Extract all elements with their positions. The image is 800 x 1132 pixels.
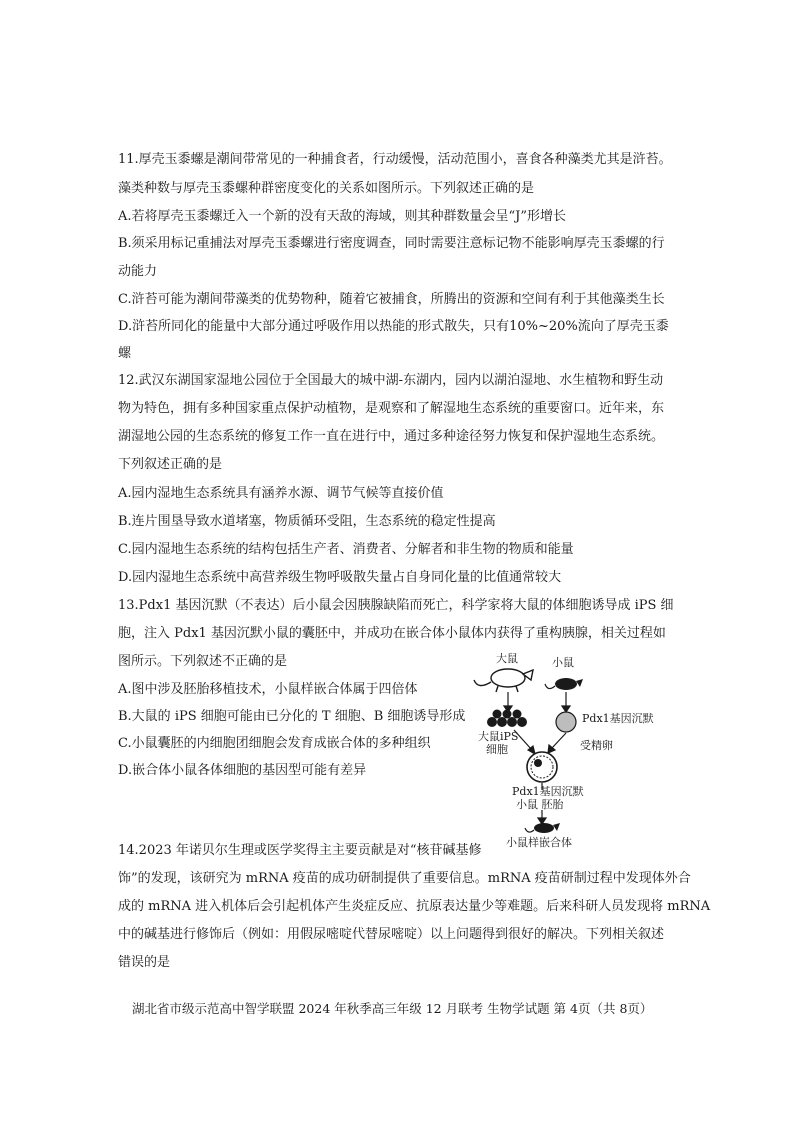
q13-stem-line2: 胞，注入 Pdx1 基因沉默小鼠的囊胚中，并成功在嵌合体小鼠体内获得了重构胰腺，相关过程如 <box>118 626 666 641</box>
chimera-mouse-icon <box>525 823 560 833</box>
q13-option-d: D.嵌合体小鼠各体细胞的基因型可能有差异 <box>118 763 367 778</box>
ips-label-line1: 大鼠iPS <box>478 730 519 743</box>
q11-option-d-line1: D.浒苔所同化的能量中大部分通过呼吸作用以热能的形式散失，只有10%~20%流向了厚壳玉黍 <box>118 319 669 334</box>
q12-stem-line3: 湖湿地公园的生态系统的修复工作一直在进行中，通过多种途径努力恢复和保护湿地生态系统。 <box>118 429 665 444</box>
q13-option-c: C.小鼠囊胚的内细胞团细胞会发育成嵌合体的多种组织 <box>118 736 431 751</box>
chimera-label: 小鼠样嵌合体 <box>506 836 572 849</box>
q14-stem-line4: 中的碱基进行修饰后（例如：用假尿嘧啶代替尿嘧啶）以上问题得到很好的解决。下列相关叙述 <box>118 927 665 942</box>
embryo-label-line1: Pdx1基因沉默 <box>512 785 584 798</box>
page-footer: 湖北省市级示范高中智学联盟 2024 年秋季高三年级 12 月联考 生物学试题 第 4页（共 8页） <box>132 1001 653 1016</box>
pdx1-silence-label: Pdx1基因沉默 <box>582 712 654 725</box>
q13-option-b: B.大鼠的 iPS 细胞可能由已分化的 T 细胞、B 细胞诱导形成 <box>118 709 466 724</box>
q11-stem-line1: 11.厚壳玉黍螺是潮间带常见的一种捕食者，行动缓慢，活动范围小，喜食各种藻类尤其是浒苔。 <box>118 152 672 167</box>
q14-stem-line3: 成的 mRNA 进入机体后会引起机体产生炎症反应、抗原表达量少等难题。后来科研人员发现将 mRNA <box>118 899 711 914</box>
rat-label: 大鼠 <box>496 652 518 665</box>
q12-option-a: A.园内湿地生态系统具有涵养水源、调节气候等直接价值 <box>118 486 444 501</box>
mouse-icon <box>545 678 583 690</box>
fertilized-egg-label: 受精卵 <box>580 739 613 752</box>
q11-option-c: C.浒苔可能为潮间带藻类的优势物种，随着它被捕食，所腾出的资源和空间有利于其他藻类生长 <box>118 292 665 307</box>
embryo-label-line2: 小鼠 胚胎 <box>516 798 564 811</box>
q14-stem-line1: 14.2023 年诺贝尔生理或医学奖得主主要贡献是对“核苷碱基修 <box>118 843 482 858</box>
q12-stem-line2: 物为特色，拥有多种国家重点保护动植物，是观察和了解湿地生态系统的重要窗口。近年来，东 <box>118 401 665 416</box>
q14-stem-line5: 错误的是 <box>118 955 171 970</box>
ips-label-line2: 细胞 <box>486 743 508 756</box>
q11-option-a: A.若将厚壳玉黍螺迁入一个新的没有天敌的海域，则其种群数量会呈“J”形增长 <box>118 209 567 224</box>
mouse-label: 小鼠 <box>552 656 574 669</box>
q13-stem-line1: 13.Pdx1 基因沉默（不表达）后小鼠会因胰腺缺陷而死亡，科学家将大鼠的体细胞诱导成 iPS 细 <box>118 598 674 613</box>
q13-option-a: A.图中涉及胚胎移植技术，小鼠样嵌合体属于四倍体 <box>118 682 418 697</box>
q12-option-d: D.园内湿地生态系统中高营养级生物呼吸散失量占自身同化量的比值通常较大 <box>118 570 562 585</box>
q12-option-c: C.园内湿地生态系统的结构包括生产者、消费者、分解者和非生物的物质和能量 <box>118 542 574 557</box>
q12-stem-line1: 12.武汉东湖国家湿地公园位于全国最大的城中湖-东湖内，园内以湖泊湿地、水生植物和野生动 <box>118 373 664 388</box>
blastocyst-icon <box>527 752 557 782</box>
q13-stem-line3: 图所示。下列叙述不正确的是 <box>118 654 288 669</box>
q11-stem-line2: 藻类种数与厚壳玉黍螺种群密度变化的关系如图所示。下列叙述正确的是 <box>118 181 535 196</box>
q11-option-b-line2: 动能力 <box>118 264 158 279</box>
q12-stem-line4: 下列叙述正确的是 <box>118 457 223 472</box>
rat-icon <box>474 669 533 692</box>
q11-option-b-line1: B.须采用标记重捕法对厚壳玉黍螺进行密度调查，同时需要注意标记物不能影响厚壳玉黍螺的行 <box>118 236 665 251</box>
q11-option-d-line2: 螺 <box>118 346 132 361</box>
fertilized-egg-icon <box>556 712 576 732</box>
q14-stem-line2: 饰”的发现，该研究为 mRNA 疫苗的成功研制提供了重要信息。mRNA 疫苗研制过程中发现体外合 <box>118 871 691 886</box>
ips-cell-cluster <box>487 710 527 728</box>
pdx1-chimera-diagram <box>470 650 654 850</box>
q12-option-b: B.连片围垦导致水道堵塞，物质循环受阻，生态系统的稳定性提高 <box>118 514 496 529</box>
